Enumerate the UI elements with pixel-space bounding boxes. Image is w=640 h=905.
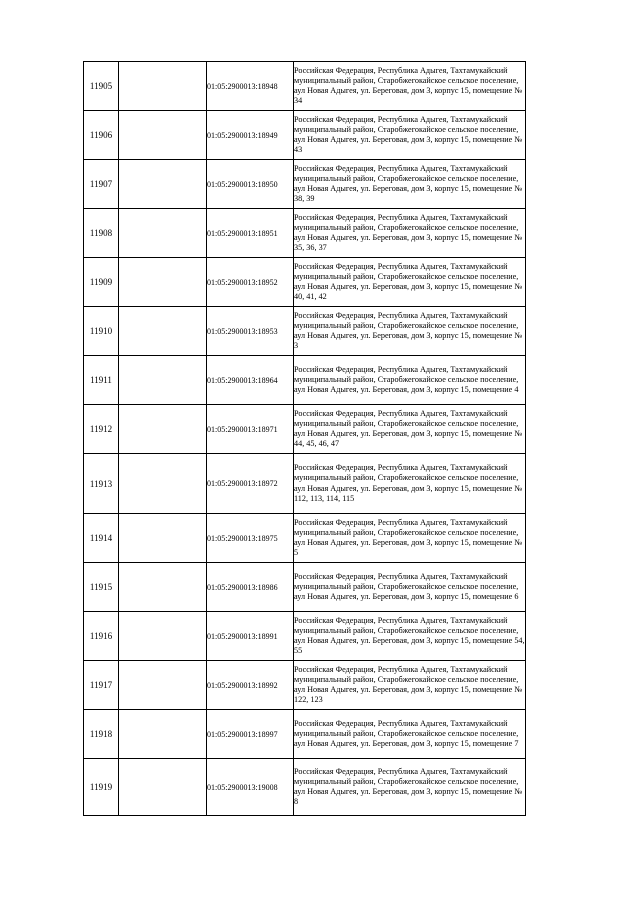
cadastral-number: 01:05:2900013:18992	[207, 661, 294, 710]
address-cell: Российская Федерация, Республика Адыгея, Тахтамукайский муниципальный район, Старобжегокайское сельское поселение, аул Новая Адыгея, ул. Береговая, дом 3, корпус 15, помещение № 38, 39	[294, 160, 526, 209]
table-row	[84, 710, 526, 759]
row-number: 11913	[84, 454, 119, 514]
cadastral-number: 01:05:2900013:18971	[207, 405, 294, 454]
row-number: 11912	[84, 405, 119, 454]
cadastral-number: 01:05:2900013:18986	[207, 563, 294, 612]
empty-cell	[119, 62, 207, 111]
empty-cell	[119, 356, 207, 405]
address-cell: Российская Федерация, Республика Адыгея, Тахтамукайский муниципальный район, Старобжегокайское сельское поселение, аул Новая Адыгея, ул. Береговая, дом 3, корпус 15, помещение № 122, 123	[294, 661, 526, 710]
table-row	[84, 62, 526, 111]
empty-cell	[119, 710, 207, 759]
cadastral-number: 01:05:2900013:18952	[207, 258, 294, 307]
address-cell: Российская Федерация, Республика Адыгея, Тахтамукайский муниципальный район, Старобжегокайское сельское поселение, аул Новая Адыгея, ул. Береговая, дом 3, корпус 15, помещение № 5	[294, 514, 526, 563]
address-cell: Российская Федерация, Республика Адыгея, Тахтамукайский муниципальный район, Старобжегокайское сельское поселение, аул Новая Адыгея, ул. Береговая, дом 3, корпус 15, помещение № 8	[294, 759, 526, 816]
address-cell: Российская Федерация, Республика Адыгея, Тахтамукайский муниципальный район, Старобжегокайское сельское поселение, аул Новая Адыгея, ул. Береговая, дом 3, корпус 15, помещение № 40, 41, 42	[294, 258, 526, 307]
table-row	[84, 307, 526, 356]
table-row	[84, 759, 526, 816]
cadastral-number: 01:05:2900013:18951	[207, 209, 294, 258]
empty-cell	[119, 514, 207, 563]
row-number: 11915	[84, 563, 119, 612]
address-cell: Российская Федерация, Республика Адыгея, Тахтамукайский муниципальный район, Старобжегокайское сельское поселение, аул Новая Адыгея, ул. Береговая, дом 3, корпус 15, помещение 7	[294, 710, 526, 759]
empty-cell	[119, 563, 207, 612]
table-row	[84, 258, 526, 307]
address-cell: Российская Федерация, Республика Адыгея, Тахтамукайский муниципальный район, Старобжегокайское сельское поселение, аул Новая Адыгея, ул. Береговая, дом 3, корпус 15, помещение № 44, 45, 46, 47	[294, 405, 526, 454]
cadastral-number: 01:05:2900013:19008	[207, 759, 294, 816]
table-row	[84, 612, 526, 661]
table-row	[84, 405, 526, 454]
empty-cell	[119, 160, 207, 209]
table-row	[84, 661, 526, 710]
table-row	[84, 563, 526, 612]
cadastral-number: 01:05:2900013:18950	[207, 160, 294, 209]
row-number: 11916	[84, 612, 119, 661]
registry-table	[83, 61, 526, 816]
empty-cell	[119, 612, 207, 661]
empty-cell	[119, 209, 207, 258]
empty-cell	[119, 759, 207, 816]
row-number: 11909	[84, 258, 119, 307]
row-number: 11914	[84, 514, 119, 563]
cadastral-number: 01:05:2900013:18949	[207, 111, 294, 160]
address-cell: Российская Федерация, Республика Адыгея, Тахтамукайский муниципальный район, Старобжегокайское сельское поселение, аул Новая Адыгея, ул. Береговая, дом 3, корпус 15, помещение 54, 55	[294, 612, 526, 661]
address-cell: Российская Федерация, Республика Адыгея, Тахтамукайский муниципальный район, Старобжегокайское сельское поселение, аул Новая Адыгея, ул. Береговая, дом 3, корпус 15, помещение № 34	[294, 62, 526, 111]
row-number: 11911	[84, 356, 119, 405]
empty-cell	[119, 307, 207, 356]
table-row	[84, 209, 526, 258]
row-number: 11910	[84, 307, 119, 356]
row-number: 11905	[84, 62, 119, 111]
empty-cell	[119, 405, 207, 454]
table-row	[84, 514, 526, 563]
cadastral-number: 01:05:2900013:18972	[207, 454, 294, 514]
row-number: 11917	[84, 661, 119, 710]
address-cell: Российская Федерация, Республика Адыгея, Тахтамукайский муниципальный район, Старобжегокайское сельское поселение, аул Новая Адыгея, ул. Береговая, дом 3, корпус 15, помещение № 35, 36, 37	[294, 209, 526, 258]
address-cell: Российская Федерация, Республика Адыгея, Тахтамукайский муниципальный район, Старобжегокайское сельское поселение, аул Новая Адыгея, ул. Береговая, дом 3, корпус 15, помещение № 112, 113, 114, 115	[294, 454, 526, 514]
address-cell: Российская Федерация, Республика Адыгея, Тахтамукайский муниципальный район, Старобжегокайское сельское поселение, аул Новая Адыгея, ул. Береговая, дом 3, корпус 15, помещение № 3	[294, 307, 526, 356]
table-row	[84, 356, 526, 405]
table-row	[84, 160, 526, 209]
row-number: 11908	[84, 209, 119, 258]
address-cell: Российская Федерация, Республика Адыгея, Тахтамукайский муниципальный район, Старобжегокайское сельское поселение, аул Новая Адыгея, ул. Береговая, дом 3, корпус 15, помещение 4	[294, 356, 526, 405]
cadastral-number: 01:05:2900013:18997	[207, 710, 294, 759]
empty-cell	[119, 258, 207, 307]
row-number: 11918	[84, 710, 119, 759]
row-number: 11919	[84, 759, 119, 816]
cadastral-number: 01:05:2900013:18953	[207, 307, 294, 356]
empty-cell	[119, 661, 207, 710]
cadastral-number: 01:05:2900013:18964	[207, 356, 294, 405]
cadastral-number: 01:05:2900013:18991	[207, 612, 294, 661]
empty-cell	[119, 111, 207, 160]
address-cell: Российская Федерация, Республика Адыгея, Тахтамукайский муниципальный район, Старобжегокайское сельское поселение, аул Новая Адыгея, ул. Береговая, дом 3, корпус 15, помещение № 43	[294, 111, 526, 160]
cadastral-number: 01:05:2900013:18948	[207, 62, 294, 111]
table-row	[84, 111, 526, 160]
address-cell: Российская Федерация, Республика Адыгея, Тахтамукайский муниципальный район, Старобжегокайское сельское поселение, аул Новая Адыгея, ул. Береговая, дом 3, корпус 15, помещение 6	[294, 563, 526, 612]
row-number: 11907	[84, 160, 119, 209]
empty-cell	[119, 454, 207, 514]
table-row	[84, 454, 526, 514]
row-number: 11906	[84, 111, 119, 160]
cadastral-number: 01:05:2900013:18975	[207, 514, 294, 563]
